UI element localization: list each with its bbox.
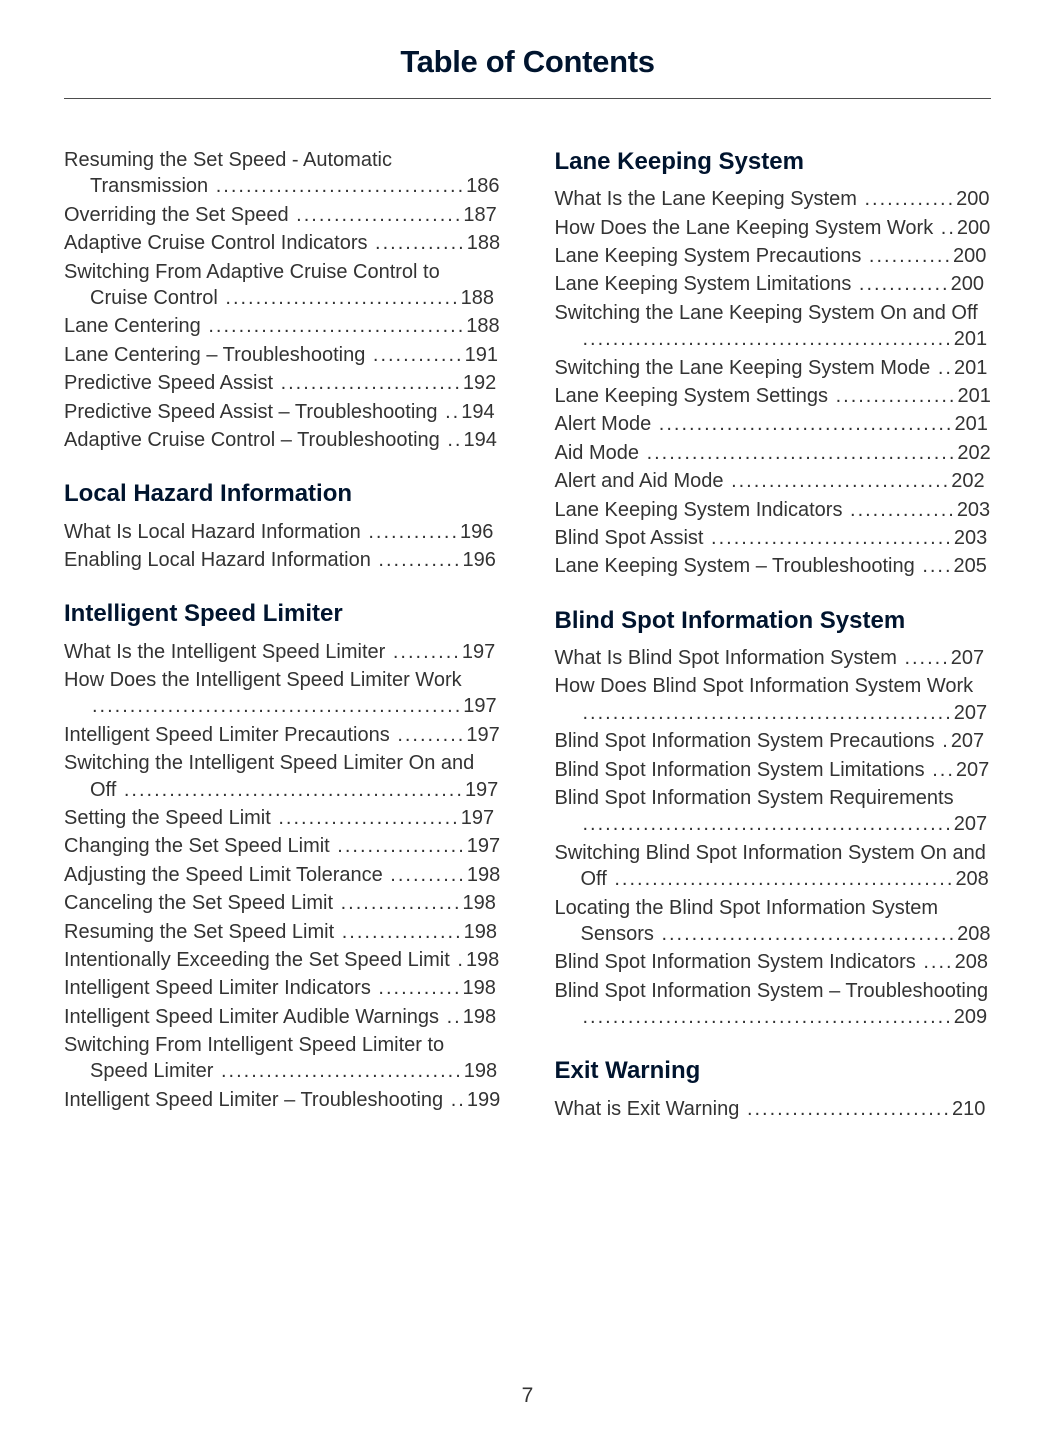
toc-entry-page: 197	[466, 835, 501, 858]
dot-leader: ...	[932, 758, 955, 781]
toc-entry	[555, 728, 992, 754]
section-heading: Exit Warning	[554, 1057, 701, 1085]
toc-entry	[64, 975, 501, 1001]
toc-entry-page: 197	[466, 723, 500, 746]
toc-entry	[555, 785, 992, 838]
toc-entry	[555, 355, 992, 381]
toc-entry	[64, 639, 501, 665]
dot-leader: .................................................	[92, 695, 463, 718]
toc-entry	[64, 202, 501, 228]
page-header	[64, 44, 991, 99]
dot-leader: ........................	[280, 372, 462, 395]
toc-entry-page: 200	[953, 245, 987, 268]
toc-entry-page: 197	[461, 640, 496, 663]
dot-leader: ..	[450, 1088, 466, 1111]
toc-entry-page: 199	[466, 1088, 501, 1111]
toc-entry	[555, 978, 992, 1031]
toc-entry-page: 197	[460, 806, 495, 829]
toc-entry-page: 196	[460, 520, 494, 543]
toc-entry-title: Changing the Set Speed Limit	[64, 835, 330, 858]
section-entries	[64, 147, 501, 453]
toc-entry-page: 207	[953, 813, 988, 836]
toc-entry-page: 201	[954, 413, 988, 436]
section-heading: Local Hazard Information	[64, 480, 353, 508]
dot-leader: ..	[447, 428, 463, 451]
dot-leader: ............	[864, 188, 956, 211]
toc-entry-title: Intelligent Speed Limiter Audible Warnings	[64, 1005, 440, 1028]
toc-entry-page: 187	[463, 203, 497, 226]
dot-leader: .......................................	[658, 413, 954, 436]
toc-entry-page: 198	[462, 892, 496, 915]
dot-leader: ..........	[390, 863, 466, 886]
toc-entry	[555, 411, 992, 437]
toc-entry-page: 198	[462, 977, 496, 1000]
toc-entry-page: 186	[466, 175, 500, 198]
toc-entry-title: Intelligent Speed Limiter Indicators	[64, 977, 371, 1000]
toc-entry-title: Switching Blind Spot Information System On and Off	[554, 841, 986, 891]
toc-entry-page: 198	[462, 1005, 497, 1028]
title-divider	[64, 98, 991, 99]
toc-entry	[64, 862, 501, 888]
toc-entry-page: 188	[466, 232, 501, 255]
toc-entry-title: What Is the Intelligent Speed Limiter	[64, 640, 386, 663]
toc-entry-title: What Is Local Hazard Information	[64, 520, 361, 543]
toc-entry-page: 200	[956, 216, 991, 239]
toc-entry	[64, 399, 501, 425]
toc-entry-title: Switching the Lane Keeping System On and Off	[554, 301, 978, 324]
toc-entry	[555, 1096, 992, 1122]
toc-entry	[555, 468, 992, 494]
toc-entry	[64, 750, 501, 803]
toc-entry	[555, 300, 992, 353]
dot-leader: ............	[858, 273, 950, 296]
toc-entry	[555, 383, 992, 409]
dot-leader: ...........	[868, 245, 953, 268]
dot-leader: .......................................	[661, 922, 957, 945]
dot-leader: ................................	[220, 1060, 463, 1083]
section-entries	[64, 519, 501, 574]
toc-entry-page: 207	[953, 701, 988, 724]
section-heading: Blind Spot Information System	[554, 606, 906, 634]
toc-entry	[64, 370, 501, 396]
toc-entry-page: 208	[955, 868, 989, 891]
toc-entry-title: Aid Mode	[554, 441, 639, 464]
toc-columns	[64, 147, 991, 1132]
toc-entry-title: Intentionally Exceeding the Set Speed Limit	[64, 948, 450, 971]
toc-entry-title: Predictive Speed Assist – Troubleshooting	[64, 400, 438, 423]
toc-entry-title: What Is Blind Spot Information System	[554, 647, 897, 669]
section-entries	[555, 186, 992, 579]
dot-leader: ..	[937, 356, 953, 379]
toc-entry-page: 201	[953, 356, 988, 379]
dot-leader: ................	[340, 892, 462, 915]
dot-leader: ....	[923, 951, 954, 974]
toc-entry-page: 205	[953, 555, 987, 578]
dot-leader: .	[942, 730, 950, 753]
toc-entry-page: 197	[463, 695, 497, 718]
toc-entry	[64, 833, 501, 859]
toc-entry-page: 194	[463, 428, 497, 451]
toc-entry	[64, 1087, 501, 1113]
dot-leader: .............................................	[123, 778, 464, 801]
toc-entry	[555, 645, 992, 671]
toc-entry	[64, 667, 501, 720]
toc-entry-title: How Does the Intelligent Speed Limiter Work	[64, 669, 462, 691]
toc-entry-page: 192	[462, 372, 497, 395]
dot-leader: .................	[337, 835, 466, 858]
toc-entry	[64, 805, 501, 831]
toc-entry-page: 200	[950, 273, 984, 296]
toc-entry-page: 208	[954, 951, 988, 974]
toc-entry-page: 203	[956, 498, 991, 521]
toc-entry	[555, 895, 992, 948]
toc-entry-page: 200	[956, 188, 990, 211]
toc-entry-page: 202	[957, 441, 991, 464]
toc-entry-title: Alert Mode	[554, 413, 652, 436]
toc-entry-title: How Does Blind Spot Information System Work	[554, 675, 974, 698]
dot-leader: ................................	[711, 526, 953, 549]
toc-column-right	[555, 147, 992, 1132]
toc-entry-page: 196	[462, 548, 496, 571]
toc-entry-page: 201	[953, 328, 988, 351]
toc-section	[555, 606, 992, 1031]
dot-leader: ...........	[378, 548, 462, 571]
toc-entry-title: Lane Keeping System Limitations	[554, 273, 852, 296]
toc-entry	[555, 673, 992, 726]
dot-leader: ..	[445, 400, 461, 423]
toc-section	[64, 479, 501, 573]
toc-entry	[64, 547, 501, 573]
toc-entry	[64, 890, 501, 916]
dot-leader: .................................................	[582, 813, 953, 836]
toc-entry	[555, 840, 992, 893]
toc-entry-title: Locating the Blind Spot Information System Sensors	[554, 896, 939, 945]
toc-column-left	[64, 147, 501, 1132]
toc-entry-title: Switching the Lane Keeping System Mode	[554, 356, 931, 379]
dot-leader: ..................................	[208, 315, 466, 338]
section-entries	[64, 639, 501, 1114]
dot-leader: ......................	[296, 203, 463, 226]
dot-leader: ..	[940, 216, 956, 239]
toc-entry	[64, 313, 501, 339]
dot-leader: ..	[446, 1005, 462, 1028]
toc-entry	[64, 722, 501, 748]
toc-entry-title: Adaptive Cruise Control – Troubleshooting	[64, 428, 440, 451]
toc-entry-title: Lane Keeping System – Troubleshooting	[554, 555, 915, 578]
dot-leader: .............................................	[614, 868, 955, 891]
toc-entry-title: Lane Keeping System Indicators	[554, 498, 843, 521]
toc-entry-title: Lane Centering	[64, 315, 201, 338]
toc-entry-title: Blind Spot Assist	[554, 526, 704, 549]
toc-entry-title: Intelligent Speed Limiter – Troubleshooting	[64, 1088, 444, 1111]
toc-entry-page: 197	[464, 778, 499, 801]
toc-entry	[64, 1004, 501, 1030]
toc-entry	[555, 497, 992, 523]
toc-entry	[64, 147, 501, 200]
toc-entry	[555, 440, 992, 466]
toc-entry-title: Switching the Intelligent Speed Limiter On and Off	[64, 752, 475, 801]
page-number: 7	[521, 1384, 534, 1407]
toc-entry-title: Blind Spot Information System Indicators	[554, 951, 916, 974]
toc-entry-title: What Is the Lane Keeping System	[554, 188, 857, 211]
toc-entry-page: 198	[463, 1060, 498, 1083]
dot-leader: ........................	[278, 806, 460, 829]
toc-entry-title: Enabling Local Hazard Information	[64, 548, 371, 571]
dot-leader: .............................	[731, 470, 951, 493]
dot-leader: ...........................	[746, 1097, 951, 1120]
dot-leader: .................................................	[582, 328, 953, 351]
toc-entry-page: 191	[464, 343, 498, 366]
dot-leader: ............	[375, 232, 466, 255]
toc-entry-page: 188	[466, 315, 500, 338]
toc-entry	[64, 519, 501, 545]
toc-section	[555, 1056, 992, 1122]
dot-leader: .................................	[215, 175, 466, 198]
toc-entry	[64, 230, 501, 256]
toc-entry-title: Predictive Speed Assist	[64, 372, 273, 395]
dot-leader: .........	[392, 640, 461, 663]
section-entries	[555, 645, 992, 1030]
toc-entry-page: 198	[463, 920, 497, 943]
toc-entry-page: 202	[951, 470, 985, 493]
toc-entry-title: Switching From Adaptive Cruise Control to Cruise Control	[64, 260, 440, 309]
toc-entry-page: 208	[957, 922, 991, 945]
dot-leader: ................	[835, 385, 957, 407]
toc-entry-title: How Does the Lane Keeping System Work	[554, 216, 934, 239]
toc-entry-title: Blind Spot Information System – Troubleshooting	[554, 979, 989, 1002]
dot-leader: ......	[904, 647, 950, 669]
toc-entry-title: Canceling the Set Speed Limit	[64, 892, 334, 915]
dot-leader: ................	[341, 920, 463, 943]
toc-entry	[555, 553, 992, 579]
toc-entry	[555, 949, 992, 975]
toc-entry-title: Blind Spot Information System Requirements	[554, 786, 954, 809]
toc-entry-title: Adaptive Cruise Control Indicators	[64, 232, 368, 255]
toc-entry	[64, 342, 501, 368]
toc-entry-title: Blind Spot Information System Precautions	[554, 730, 935, 753]
dot-leader: ............	[368, 520, 460, 543]
toc-entry-title: Intelligent Speed Limiter Precautions	[64, 723, 390, 746]
section-heading: Lane Keeping System	[554, 148, 804, 175]
toc-section	[64, 147, 501, 453]
toc-entry-title: Lane Keeping System Precautions	[554, 245, 862, 268]
toc-entry-title: Lane Centering – Troubleshooting	[64, 343, 366, 366]
toc-entry	[64, 1032, 501, 1085]
dot-leader: ..............	[850, 498, 956, 521]
toc-entry	[555, 525, 992, 551]
toc-entry-title: Resuming the Set Speed - Automatic Transmission	[64, 149, 392, 198]
dot-leader: .................................................	[582, 701, 953, 724]
toc-entry-title: Overriding the Set Speed	[64, 203, 289, 226]
toc-entry	[555, 215, 992, 241]
toc-entry-page: 198	[465, 948, 500, 971]
toc-entry-page: 210	[951, 1097, 986, 1120]
dot-leader: ....	[922, 555, 953, 578]
dot-leader: .........	[397, 723, 466, 746]
toc-entry-page: 207	[950, 647, 985, 669]
toc-entry-page: 209	[953, 1006, 988, 1029]
dot-leader: .	[457, 948, 465, 971]
toc-entry-page: 194	[461, 400, 495, 423]
toc-entry-title: Lane Keeping System Settings	[554, 385, 829, 407]
toc-section	[555, 147, 992, 580]
toc-entry	[555, 186, 992, 212]
dot-leader: ...............................	[225, 286, 460, 309]
toc-entry-page: 201	[957, 385, 991, 407]
section-entries	[555, 1096, 992, 1122]
toc-entry	[555, 243, 992, 269]
toc-entry-title: What is Exit Warning	[554, 1097, 740, 1120]
toc-entry-page: 198	[466, 863, 501, 886]
toc-entry	[64, 259, 501, 312]
toc-entry-title: Adjusting the Speed Limit Tolerance	[64, 863, 383, 886]
toc-entry-page: 203	[953, 526, 988, 549]
toc-entry-title: Blind Spot Information System Limitations	[554, 758, 925, 781]
toc-entry-title: Alert and Aid Mode	[554, 470, 724, 493]
dot-leader: ............	[372, 343, 464, 366]
toc-entry	[64, 919, 501, 945]
toc-entry-title: Setting the Speed Limit	[64, 806, 271, 829]
page-title: Table of Contents	[400, 44, 655, 79]
dot-leader: .................................................	[582, 1006, 953, 1029]
section-heading: Intelligent Speed Limiter	[64, 600, 343, 628]
toc-entry-page: 207	[950, 730, 985, 753]
dot-leader: ...........	[378, 977, 462, 1000]
toc-entry-title: Switching From Intelligent Speed Limiter to Speed Limiter	[64, 1034, 445, 1083]
toc-entry-page: 207	[955, 758, 990, 781]
toc-entry	[555, 757, 992, 783]
dot-leader: .........................................	[646, 441, 957, 464]
toc-entry	[555, 271, 992, 297]
toc-entry-page: 188	[460, 286, 495, 309]
page-footer	[0, 1384, 1055, 1408]
toc-section	[64, 599, 501, 1113]
toc-entry	[64, 947, 501, 973]
toc-entry-title: Resuming the Set Speed Limit	[64, 920, 335, 943]
toc-entry	[64, 427, 501, 453]
